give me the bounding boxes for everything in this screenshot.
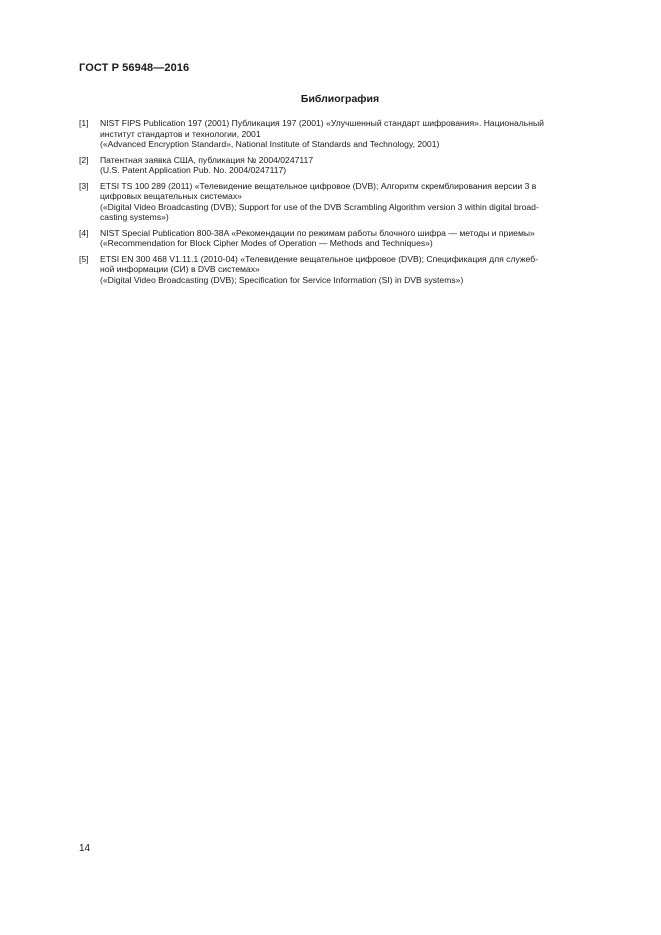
entry-line: цифровых вещательных системах»	[100, 191, 242, 201]
entry-number: [4]	[79, 227, 89, 238]
entry-number: [2]	[79, 154, 89, 165]
entry-line: NIST Special Publication 800-38A «Рекомендации по режимам работы блочного шифра — методы и приемы»	[100, 227, 535, 238]
entry-line: ной информации (СИ) в DVB системах»	[100, 264, 260, 274]
entry-line: («Digital Video Broadcasting (DVB); Specification for Service Information (SI) in DVB systems»)	[100, 274, 464, 285]
section-title: Библиография	[300, 93, 380, 105]
entry-line: («Digital Video Broadcasting (DVB); Support for use of the DVB Scrambling Algorithm version 3 within digital broad-	[100, 201, 539, 212]
bibliography-entry	[79, 118, 617, 150]
entry-number: [5]	[79, 253, 89, 264]
entry-line: («Recommendation for Block Cipher Modes of Operation — Methods and Techniques»)	[100, 238, 433, 248]
entry-line: ETSI TS 100 289 (2011) «Телевидение вещательное цифровое (DVB); Алгоритм скремблирования версии 3 в	[100, 180, 537, 191]
entry-line: институт стандартов и технологии, 2001	[100, 128, 261, 139]
document-code: ГОСТ Р 56948—2016	[79, 62, 190, 74]
entry-line: ETSI EN 300 468 V1.11.1 (2010-04) «Телевидение вещательное цифровое (DVB); Спецификация для служеб-	[100, 253, 539, 264]
entry-line: (U.S. Patent Application Pub. No. 2004/0247117)	[100, 165, 287, 175]
bibliography-entry	[79, 181, 617, 223]
page-number: 14	[79, 843, 91, 854]
entry-number: [3]	[79, 180, 89, 191]
bibliography-entry	[79, 254, 617, 286]
entry-number: [1]	[79, 118, 89, 128]
bibliography-entry	[79, 228, 617, 249]
entry-line: («Advanced Encryption Standard», National Institute of Standards and Technology, 2001)	[100, 139, 440, 149]
bibliography-list	[79, 118, 617, 290]
entry-line: casting systems»)	[100, 212, 169, 222]
entry-line: NIST FIPS Publication 197 (2001) Публикация 197 (2001) «Улучшенный стандарт шифрования». Национальный	[100, 118, 544, 128]
entry-line: Патентная заявка США, публикация № 2004/0247117	[100, 154, 314, 165]
bibliography-entry	[79, 155, 617, 176]
